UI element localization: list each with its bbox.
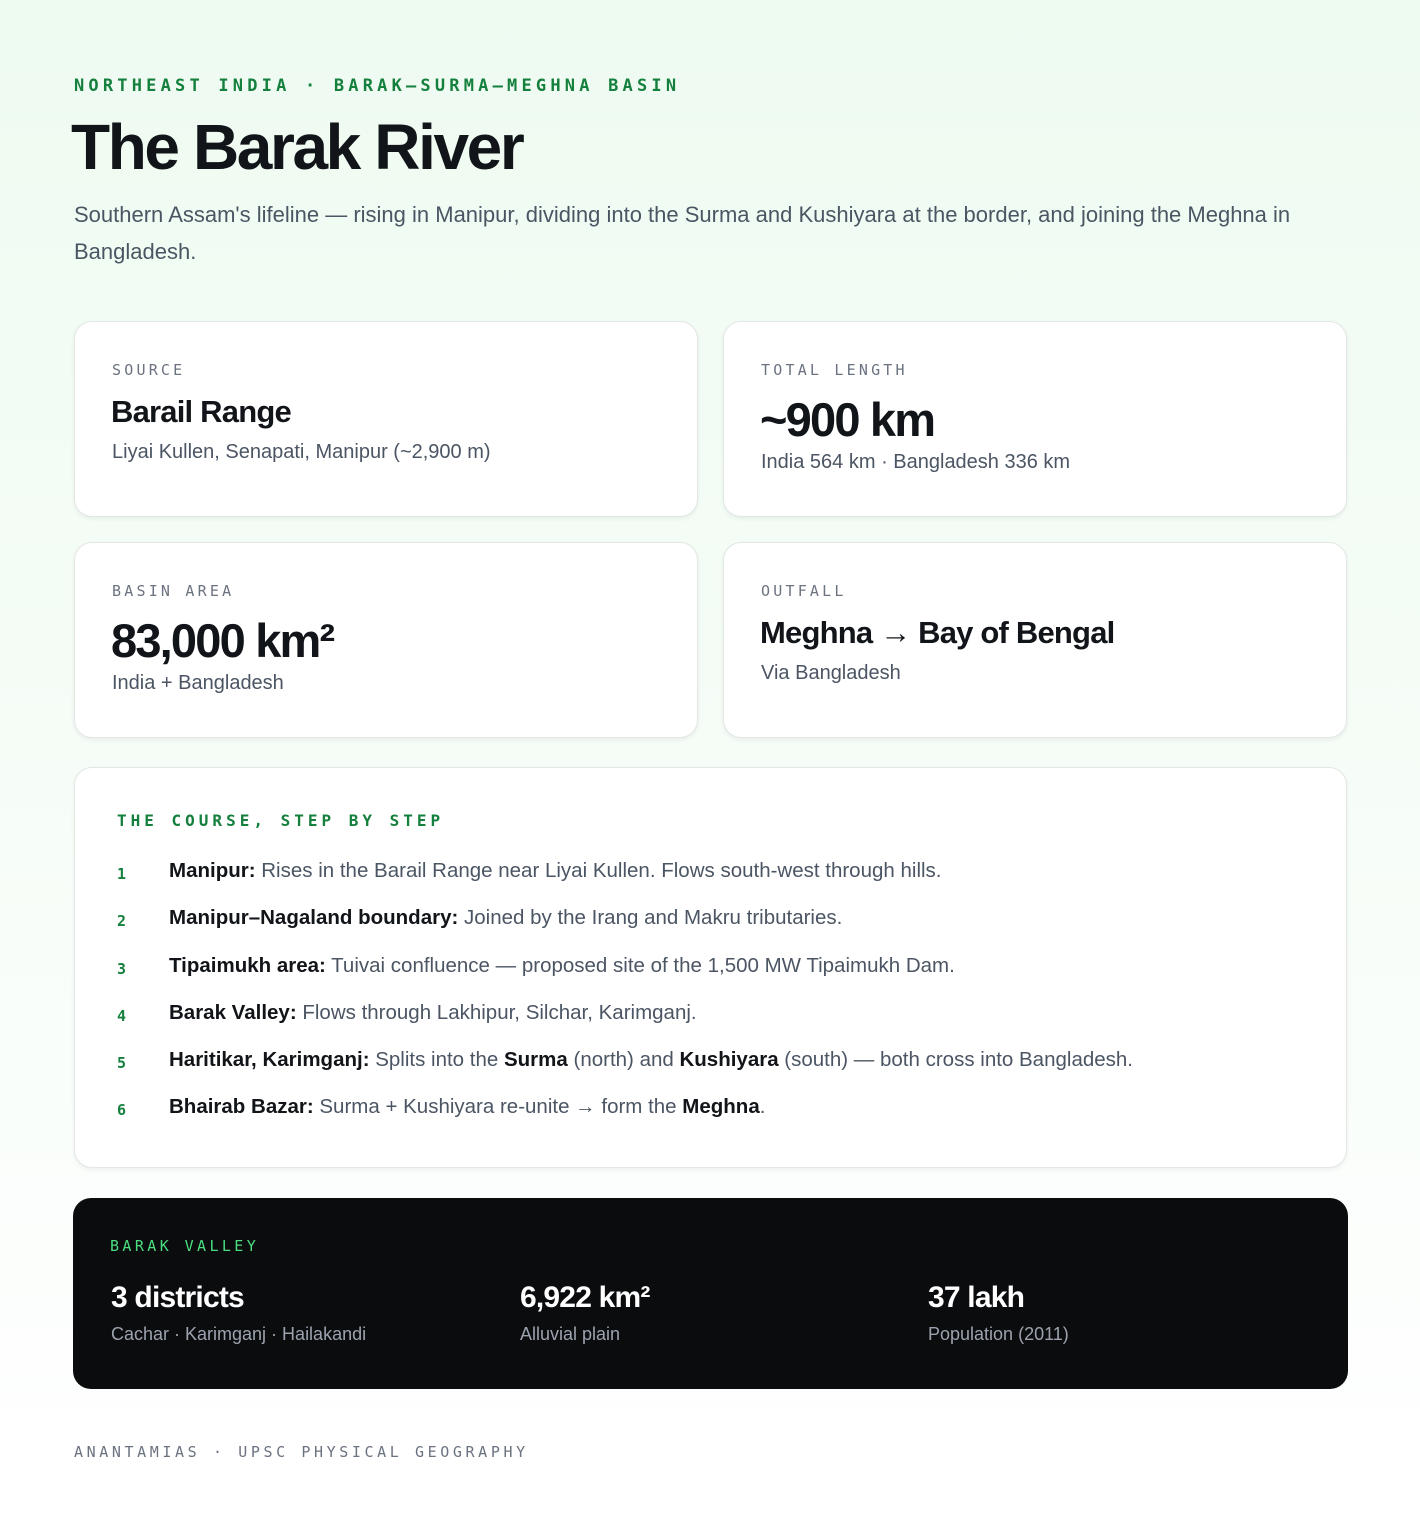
valley-stat-districts	[111, 1280, 366, 1345]
step-emphasis: Manipur–Nagaland boundary:	[169, 906, 459, 930]
step-text	[169, 906, 842, 930]
course-heading: THE COURSE, STEP BY STEP	[117, 811, 445, 830]
valley-stat-note: Cachar · Karimganj · Hailakandi	[111, 1324, 367, 1344]
step-text-run: Flows through Lakhipur, Silchar, Karimganj.	[296, 1000, 697, 1024]
valley-heading: BARAK VALLEY	[110, 1237, 260, 1255]
barak-valley-panel	[73, 1198, 1348, 1389]
step-text	[169, 1001, 697, 1025]
step-text	[169, 1095, 765, 1119]
course-step	[117, 1095, 1317, 1142]
stat-note: India + Bangladesh	[112, 672, 284, 694]
step-text-run: (south) — both cross into Bangladesh.	[778, 1048, 1133, 1072]
footer-credit: ANANTAMIAS · UPSC PHYSICAL GEOGRAPHY	[74, 1443, 529, 1461]
step-text-run: Surma + Kushiyara re-unite → form the	[313, 1095, 683, 1119]
course-step	[117, 859, 1317, 906]
step-text-run: Tuivai confluence — proposed site of the 1,500 MW Tipaimukh Dam.	[325, 953, 955, 977]
stat-label: TOTAL LENGTH	[761, 361, 908, 379]
stat-value: ~900 km	[760, 393, 935, 446]
step-emphasis: Meghna	[682, 1095, 760, 1119]
step-emphasis: Barak Valley:	[169, 1000, 297, 1024]
course-step	[117, 954, 1317, 1001]
stat-note: India 564 km · Bangladesh 336 km	[761, 451, 1071, 473]
page-subtitle: Southern Assam's lifeline — rising in Manipur, dividing into the Surma and Kushiyara at the border, and joining the Meghna in Bangladesh.	[74, 202, 1291, 264]
valley-stat-area	[520, 1280, 650, 1345]
step-emphasis: Haritikar, Karimganj:	[169, 1048, 370, 1072]
step-emphasis: Tipaimukh area:	[169, 953, 326, 977]
step-emphasis: Manipur:	[169, 859, 256, 882]
course-steps-list	[117, 859, 1317, 1143]
step-text-run: (north) and	[567, 1048, 680, 1072]
valley-stat-value: 3 districts	[111, 1281, 244, 1314]
valley-stat-value: 37 lakh	[928, 1281, 1025, 1314]
stat-card-source	[74, 321, 698, 517]
valley-stat-population	[928, 1280, 1069, 1345]
step-text-run: Joined by the Irang and Makru tributaries.	[458, 906, 843, 930]
step-emphasis: Kushiyara	[679, 1048, 779, 1072]
valley-stat-value: 6,922 km²	[520, 1281, 650, 1314]
stat-value: Meghna → Bay of Bengal	[760, 615, 1115, 650]
stat-label: BASIN AREA	[112, 582, 235, 600]
step-number: 5	[117, 1054, 127, 1073]
step-number: 2	[117, 912, 127, 931]
stat-note: Via Bangladesh	[761, 662, 901, 684]
step-emphasis: Bhairab Bazar:	[169, 1095, 314, 1119]
step-text	[169, 859, 942, 883]
step-text	[169, 1048, 1133, 1072]
stat-value: Barail Range	[111, 394, 291, 429]
stat-note: Liyai Kullen, Senapati, Manipur (~2,900 m)	[112, 441, 491, 463]
valley-stat-note: Population (2011)	[928, 1324, 1069, 1344]
course-step	[117, 906, 1317, 953]
step-text-run: Splits into the	[369, 1048, 504, 1072]
stat-value: 83,000 km²	[111, 614, 334, 667]
course-card	[74, 767, 1347, 1168]
course-step	[117, 1048, 1317, 1095]
stat-card-outfall	[723, 542, 1347, 738]
step-number: 6	[117, 1101, 127, 1120]
step-number: 1	[117, 865, 127, 883]
stat-card-basin-area	[74, 542, 698, 738]
stat-label: OUTFALL	[761, 582, 847, 600]
stat-label: SOURCE	[112, 361, 186, 379]
step-number: 3	[117, 959, 127, 978]
step-number: 4	[117, 1006, 127, 1025]
valley-stat-note: Alluvial plain	[520, 1324, 621, 1344]
eyebrow-label: NORTHEAST INDIA · BARAK–SURMA–MEGHNA BASIN	[74, 76, 681, 96]
page-title: The Barak River	[71, 111, 523, 183]
step-text-run: .	[759, 1095, 766, 1119]
stat-card-length	[723, 321, 1347, 517]
step-emphasis: Surma	[503, 1048, 568, 1072]
step-text-run: Rises in the Barail Range near Liyai Kullen. Flows south-west through hills.	[255, 859, 942, 882]
step-text	[169, 954, 955, 978]
course-step	[117, 1001, 1317, 1048]
